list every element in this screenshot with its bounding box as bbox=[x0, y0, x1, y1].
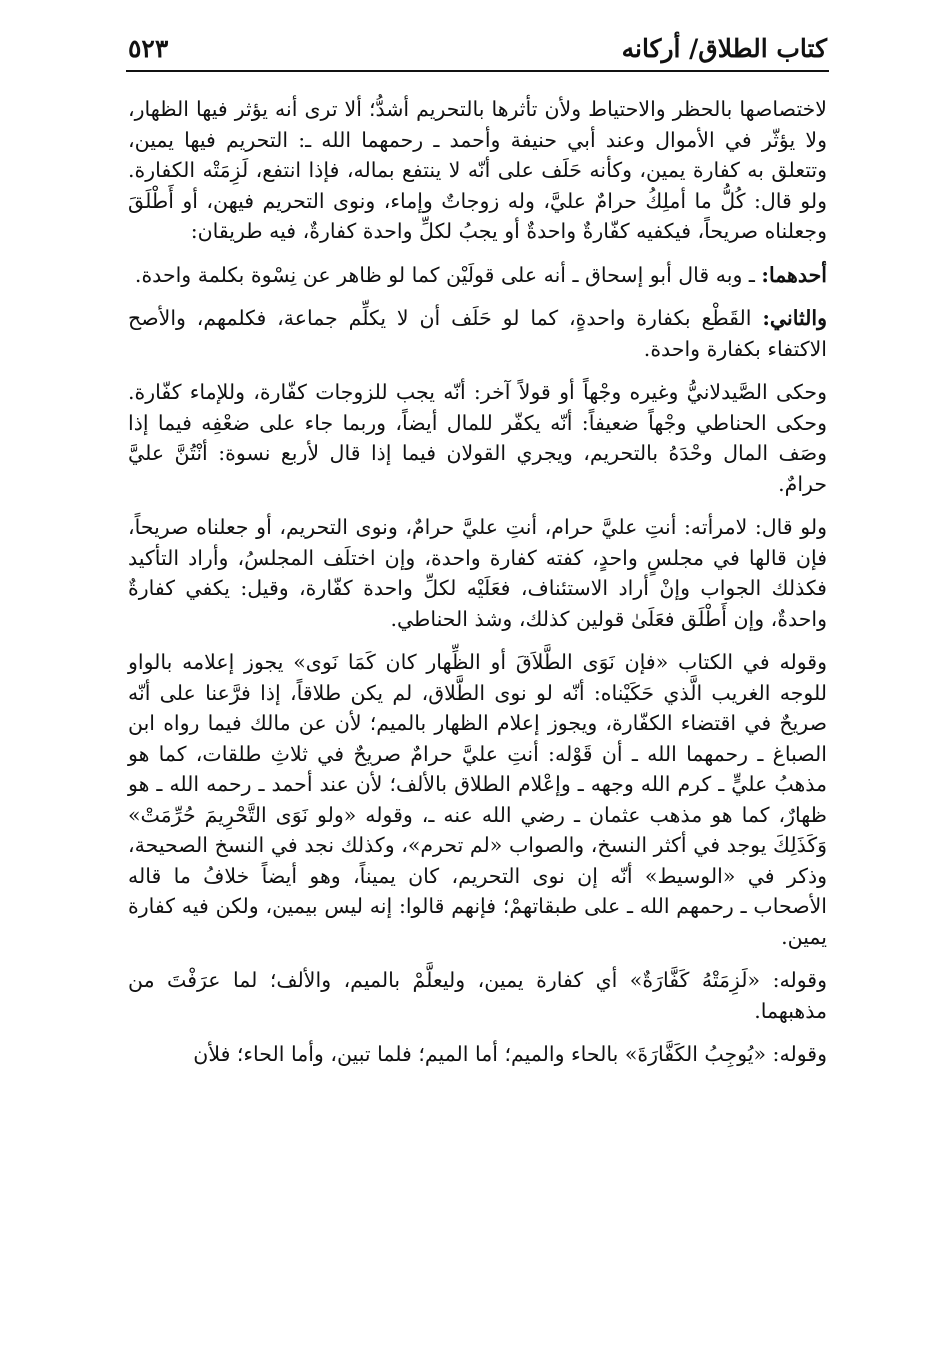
paragraph-text: وقوله: «يُوجِبُ الكَفَّارَةَ» بالحاء والميم؛ أما الميم؛ فلما تبين، وأما الحاء؛ فلأن bbox=[193, 1042, 827, 1066]
paragraph bbox=[128, 1039, 827, 1070]
paragraph bbox=[128, 94, 827, 247]
chapter-title: كتاب الطلاق/ أركانه bbox=[621, 33, 827, 63]
paragraph bbox=[128, 303, 827, 364]
header-rule bbox=[126, 70, 829, 72]
paragraph-lead: والثاني: bbox=[762, 306, 827, 330]
running-head bbox=[128, 30, 827, 66]
paragraph-text: ولو قال: لامرأته: أنتِ عليَّ حرام، أنتِ عليَّ حرامٌ، ونوى التحريم، أو جعلناه صريحاً، فإن قالها في مجلسٍ واحدٍ، كفته كفارة واحدة، وإن اختلَف المجلسُ، وأراد التأكيد فكذلك الجواب وإنْ أراد الاستئناف، فعَلَيْه لكلِّ واحدة كفّارة، وقيل: يكفي كفارةٌ واحدةٌ، وإن أَطْلَق فعَلَىٰ قولين كذلك، وشذ الحناطي. bbox=[128, 515, 827, 631]
paragraph bbox=[128, 512, 827, 634]
paragraph-text: وقوله: «لَزِمَتْهُ كَفَّارَةٌ» أي كفارة يمين، وليعلَّمْ بالميم، والألف؛ لما عرَفْتَ من مذهبهما. bbox=[128, 968, 827, 1023]
paragraph bbox=[128, 965, 827, 1026]
page-number: ٥٢٣ bbox=[128, 33, 169, 63]
paragraph bbox=[128, 260, 827, 291]
paragraph bbox=[128, 647, 827, 952]
paragraph-text: وقوله في الكتاب «فإن نَوَى الطَّلاَقَ أو الظِّهار كان كَمَا نَوى» يجوز إعلامه بالواو للوجه الغريب الَّذي حَكَيْناه: أنّه لو نوى الطَّلاق، لم يكن طلاقاً، إذا فرَّعنا على أنّه صريحٌ في اقتضاء الكفّارة، ويجوز إعلام الظهار بالميم؛ لأن عن مالك فيما رواه ابن الصباغ ـ رحمهما الله ـ أن قَوْله: أنتِ عليَّ حرامٌ صريحٌ في ثلاثِ طلقات، كما هو مذهبُ عليٍّ ـ كرم الله وجهه ـ وإعْلام الطلاق بالألف؛ لأن عند أحمد ـ رحمه الله ـ هو ظهارٌ، كما هو مذهب عثمان ـ رضي الله عنه ـ، وقوله «ولو نَوَى التَّحْرِيمَ حُرِّمَتْ» وَكَذَلِكَ يوجد في أكثر النسخ، والصواب «لم تحرم»، وكذلك نجد في النسخ الصحيحة، وذكر في «الوسيط» أنّه إن نوى التحريم، كان يميناً، وهو أيضاً خلافُ ما قاله الأصحاب ـ رحمهم الله ـ على طبقاتهمْ؛ فإنهم قالوا: إنه ليس بيمين، ولكن فيه كفارة يمين. bbox=[128, 650, 827, 949]
body-text bbox=[128, 94, 827, 1080]
paragraph-text: وحكى الصَّيدلانيُّ وغيره وجْهاً أو قولاً آخر: أنّه يجب للزوجات كفّارة، وللإماء كفّارة. وحكى الحناطي وجْهاً ضعيفاً: أنّه يكفّر للمال أيضاً، وربما جاء على ضعْفِه فيما إذا وصَف المال وحْدَهُ بالتحريم، ويجري القولان فيما إذا قال لأربع نسوة: أنْتُنَّ عليَّ حرامٌ. bbox=[128, 380, 827, 496]
paragraph-lead: أحدهما: bbox=[761, 262, 827, 287]
paragraph bbox=[128, 377, 827, 499]
paragraph-text: القَطْع بكفارة واحدةٍ، كما لو حَلَف أن لا يكلِّم جماعة، فكلمهم، والأصح الاكتفاء بكفارة واحدة. bbox=[128, 306, 827, 361]
paragraph-text: لاختصاصها بالحظر والاحتياط ولأن تأثرها بالتحريم أشدُّ؛ ألا ترى أنه يؤثر فيها الظهار، ولا يؤثّر في الأموال وعند أبي حنيفة وأحمد ـ رحمهما الله ـ: التحريم فيها يمين، وتتعلق به كفارة يمين، وكأنه حَلَف على أنّه لا ينتفع بماله، فإذا انتفع، لَزِمَتْه الكفارة. ولو قال: كُلُّ ما أملِكُ حرامٌ عليَّ، وله زوجاتٌ وإماء، ونوى التحريم فيهن، أو أَطْلَقَ وجعلناه صريحاً، فيكفيه كفّارةٌ واحدةٌ أو يجبُ لكلِّ واحدة كفارةٌ، فيه طريقان: bbox=[128, 97, 827, 243]
paragraph-text: ـ وبه قال أبو إسحاق ـ أنه على قولَيْن كما لو ظاهر عن نِسْوة بكلمة واحدة. bbox=[134, 262, 762, 287]
